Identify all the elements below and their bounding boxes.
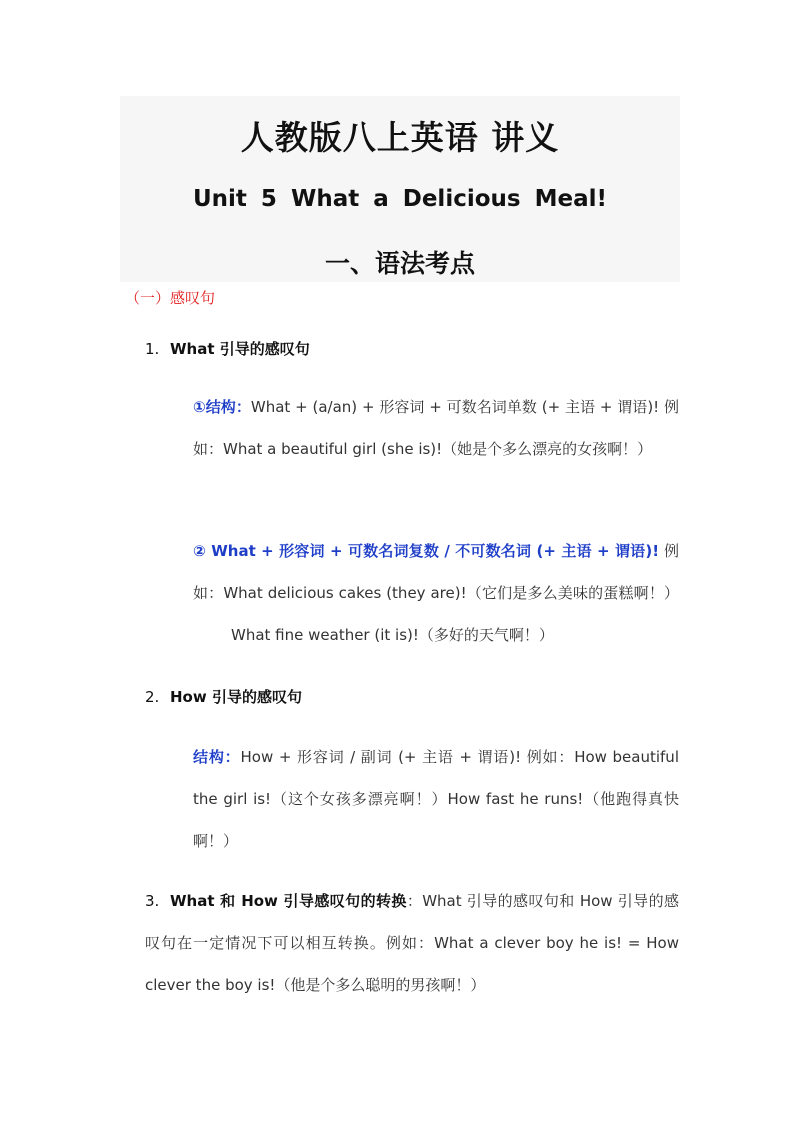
rule-2-text-2: What fine weather (it is)!（多好的天气啊！） — [231, 626, 554, 644]
item-2-rule — [193, 736, 679, 862]
item-2-title: How 引导的感叹句 — [170, 688, 302, 706]
item-2-rule-label: 结构： — [193, 748, 241, 766]
item-1-rule-1 — [193, 386, 679, 470]
item-1-heading — [145, 338, 310, 359]
rule-2-structure: What + 形容词 + 可数名词复数 / 不可数名词 (+ 主语 + 谓语)! — [211, 542, 660, 560]
item-1-rule-2 — [193, 530, 679, 656]
item-3-title: What 和 How 引导感叹句的转换 — [170, 892, 407, 910]
unit-subtitle: Unit 5 What a Delicious Meal! — [193, 186, 607, 212]
rule-1-text: What + (a/an) + 形容词 + 可数名词单数 (+ 主语 + 谓语)! 例如：What a beautiful girl (she is)!（她是个多么漂亮的女孩啊！） — [193, 398, 679, 458]
rule-1-marker: ① — [193, 398, 206, 416]
item-3-number: 3. — [145, 892, 160, 910]
rule-1-label: 结构： — [205, 398, 251, 416]
page-title: 人教版八上英语 讲义 — [240, 118, 560, 157]
sub-heading: （一）感叹句 — [125, 289, 216, 307]
rule-2-text: 例如：What delicious cakes (they are)!（它们是多么美味的蛋糕啊！） — [193, 542, 679, 602]
item-1-title: What 引导的感叹句 — [170, 340, 310, 358]
item-3 — [145, 880, 679, 1006]
rule-2-marker: ② — [193, 542, 212, 560]
item-1-number: 1. — [145, 340, 160, 358]
item-2-heading — [145, 686, 302, 707]
item-2-rule-text: How + 形容词 / 副词 (+ 主语 + 谓语)! 例如：How beautiful the girl is!（这个女孩多漂亮啊！）How fast he runs!（他跑得真快啊！） — [193, 748, 679, 850]
item-2-number: 2. — [145, 688, 160, 706]
section-title: 一、语法考点 — [324, 249, 475, 278]
item-3-text: ：What 引导的感叹句和 How 引导的感叹句在一定情况下可以相互转换。例如：What a clever boy he is! = How clever the boy is!（他是个多么聪明的男孩啊！） — [145, 892, 679, 994]
